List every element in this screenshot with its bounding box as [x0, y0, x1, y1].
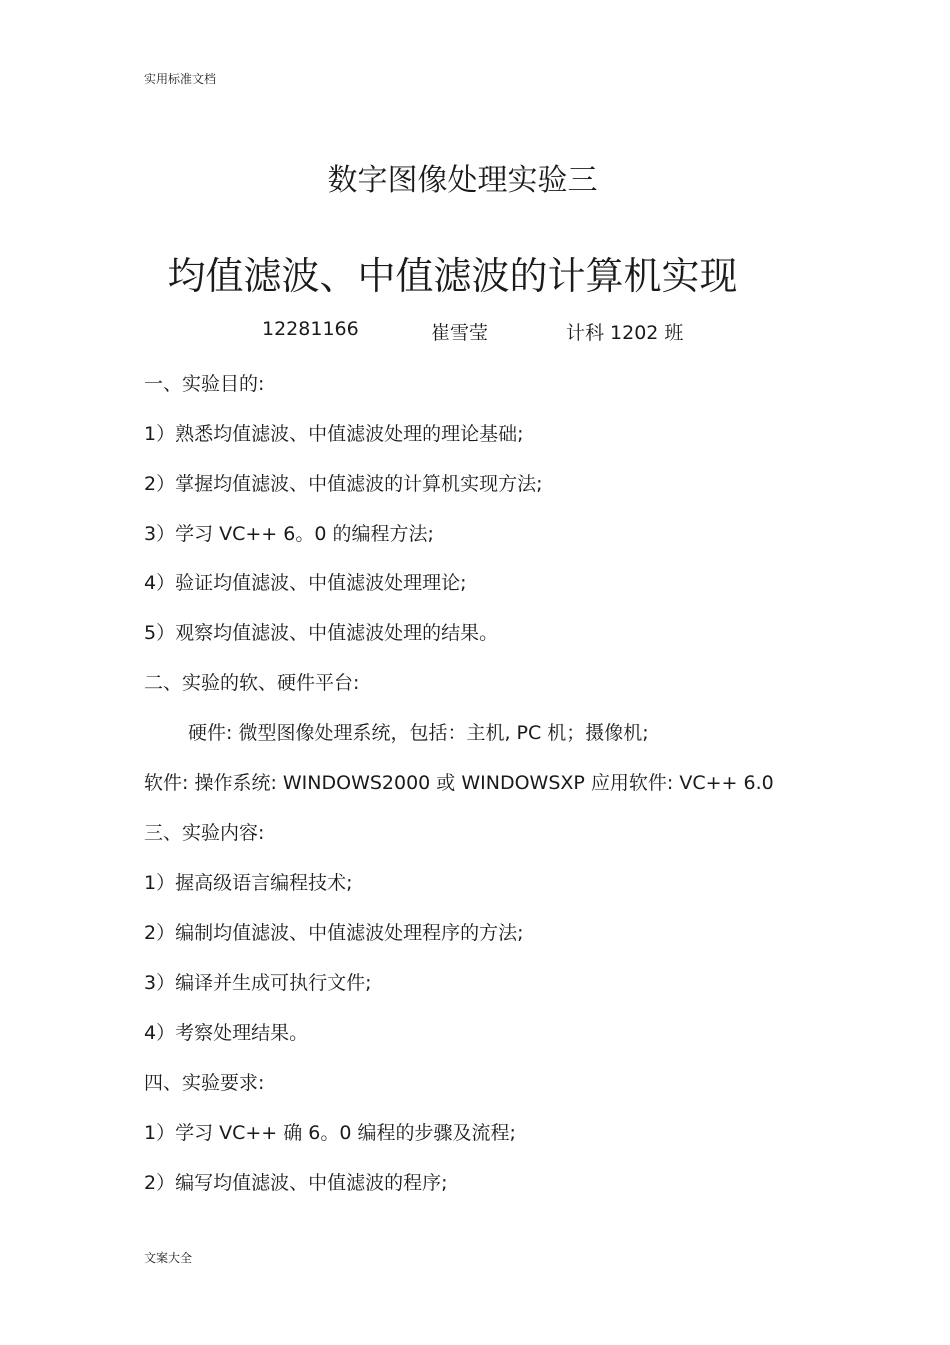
- student-id: 12281166: [262, 318, 359, 340]
- list-item: 4）考察处理结果。: [144, 1022, 309, 1044]
- list-item: 2）编写均值滤波、中值滤波的程序;: [144, 1172, 448, 1194]
- page-footer: 文案大全: [144, 1251, 193, 1265]
- list-item: 1）握高级语言编程技术;: [144, 872, 353, 894]
- section-heading-requirements: 四、实验要求:: [144, 1072, 265, 1094]
- list-item: 2）编制均值滤波、中值滤波处理程序的方法;: [144, 922, 524, 944]
- list-item: 4）验证均值滤波、中值滤波处理理论;: [144, 572, 467, 594]
- student-class: 计科 1202 班: [566, 322, 684, 344]
- experiment-title: 数字图像处理实验三: [327, 163, 598, 198]
- list-item: 3）学习 VC++ 6。0 的编程方法;: [144, 523, 434, 545]
- page-header: 实用标准文档: [144, 72, 217, 86]
- document-title: 均值滤波、中值滤波的计算机实现: [167, 254, 738, 298]
- list-item: 1）熟悉均值滤波、中值滤波处理的理论基础;: [144, 423, 524, 445]
- student-name: 崔雪莹: [431, 322, 489, 344]
- section-heading-platform: 二、实验的软、硬件平台:: [144, 672, 360, 694]
- list-item: 5）观察均值滤波、中值滤波处理的结果。: [144, 622, 499, 644]
- section-heading-content: 三、实验内容:: [144, 822, 265, 844]
- hardware-line: 硬件: 微型图像处理系统，包括：主机, PC 机；摄像机;: [188, 722, 649, 744]
- section-heading-purpose: 一、实验目的:: [144, 373, 265, 395]
- list-item: 3）编译并生成可执行文件;: [144, 972, 372, 994]
- software-line: 软件: 操作系统: WINDOWS2000 或 WINDOWSXP 应用软件: VC++ 6.0: [144, 772, 774, 794]
- list-item: 1）学习 VC++ 确 6。0 编程的步骤及流程;: [144, 1122, 516, 1144]
- list-item: 2）掌握均值滤波、中值滤波的计算机实现方法;: [144, 473, 543, 495]
